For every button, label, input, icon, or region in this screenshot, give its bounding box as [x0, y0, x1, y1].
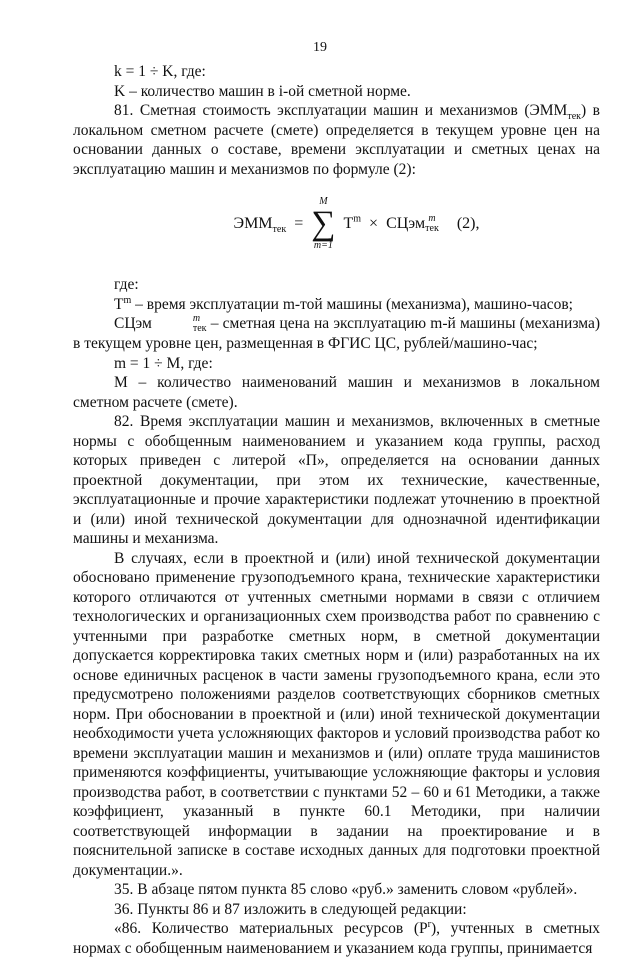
- formula-equals: =: [294, 215, 304, 233]
- formula-lhs: $ЭММ_{тек}$: [233, 215, 287, 236]
- document-body: [73, 62, 600, 958]
- K-definition: K – количество машин в i-ой сметной норме.: [114, 82, 411, 100]
- formula-C: СЦэм m тек: [386, 213, 439, 235]
- formula-2: [113, 197, 600, 257]
- paragraph-86: «86. Количество материальных ресурсов $(P^r)$, учтенных в сметных нормах с обобщенным наименованием и указанием кода группы, принимается: [73, 919, 600, 957]
- m-range-line: m = 1 ÷ M, где:: [114, 354, 213, 372]
- formula-times: ×: [369, 215, 379, 233]
- T-definition: $T^m$ – время эксплуатации m-той машины (механизма), машино-часов;: [114, 294, 573, 313]
- where-label: где:: [114, 276, 139, 293]
- formula-T: $T^m$: [343, 213, 362, 233]
- C-definition: СЦэм m тек – сметная цена на эксплуатацию m-й машины (механизма) в текущем уровне цен, размещенная в ФГИС ЦС, рублей/машино-час;: [73, 313, 600, 353]
- page-number: 19: [313, 40, 327, 55]
- paragraph-82-crane: В случаях, если в проектной и (или) иной технической документации обосновано применение грузоподъемного крана, технические характеристики которого отличаются от учтенных сметными нормами в связи с отличием технологических и организационных схем производства работ по сравнению с учтенными при разработке сметных норм, в сметной документации допускается корректировка таких сметных норм и (или) разработанных на их основе единичных расценок в части замены грузоподъемного крана, если это предусмотрено положениями разделов соответствующих сборников сметных норм. При обосновании в проектной и (или) иной технической документации необходимости учета усложняющих факторов и условий производства работ ко времени эксплуатации машин и механизмов и (или) оплате труда машинистов применяются коэффициенты, учитывающие усложняющие факторы и условия производства работ, в соответствии с пунктами 52 – 60 и 61 Методики, а также коэффициент, указанный в пункте 60.1 Методики, при наличии соответствующей информации в задании на проектирование и в пояснительной записке в составе исходных данных для подготовки проектной документации.».: [73, 549, 600, 879]
- paragraph-36: 36. Пункты 86 и 87 изложить в следующей редакции:: [114, 900, 467, 918]
- paragraph-82: 82. Время эксплуатации машин и механизмов, включенных в сметные нормы с обобщенным наименованием и указанием кода группы, расход которых приведен с литерой «П», определяется на основании данных проектной документации, при этом их технические, качественные, эксплуатационные и прочие характеристики подлежат уточнению в проектной и (или) иной технической документации для однозначной идентификации машины и механизма.: [73, 413, 600, 548]
- paragraph-35: 35. В абзаце пятом пункта 85 слово «руб.» заменить словом «рублей».: [114, 881, 578, 899]
- sum-operator: M ∑ m=1: [311, 196, 336, 251]
- k-range-line: k = 1 ÷ K, где:: [114, 63, 206, 80]
- M-definition: M – количество наименований машин и механизмов в локальном сметном расчете (смете).: [73, 374, 600, 411]
- paragraph-81: 81. Сметная стоимость эксплуатации машин и механизмов $(ЭММ_{тек})$ в локальном сметном расчете (смете) определяется в текущем уровне цен на основании данных о составе, времени эксплуатации и сметных ценах на эксплуатацию машин и механизмов по формуле (2):: [73, 102, 600, 178]
- formula-number: (2),: [456, 215, 480, 233]
